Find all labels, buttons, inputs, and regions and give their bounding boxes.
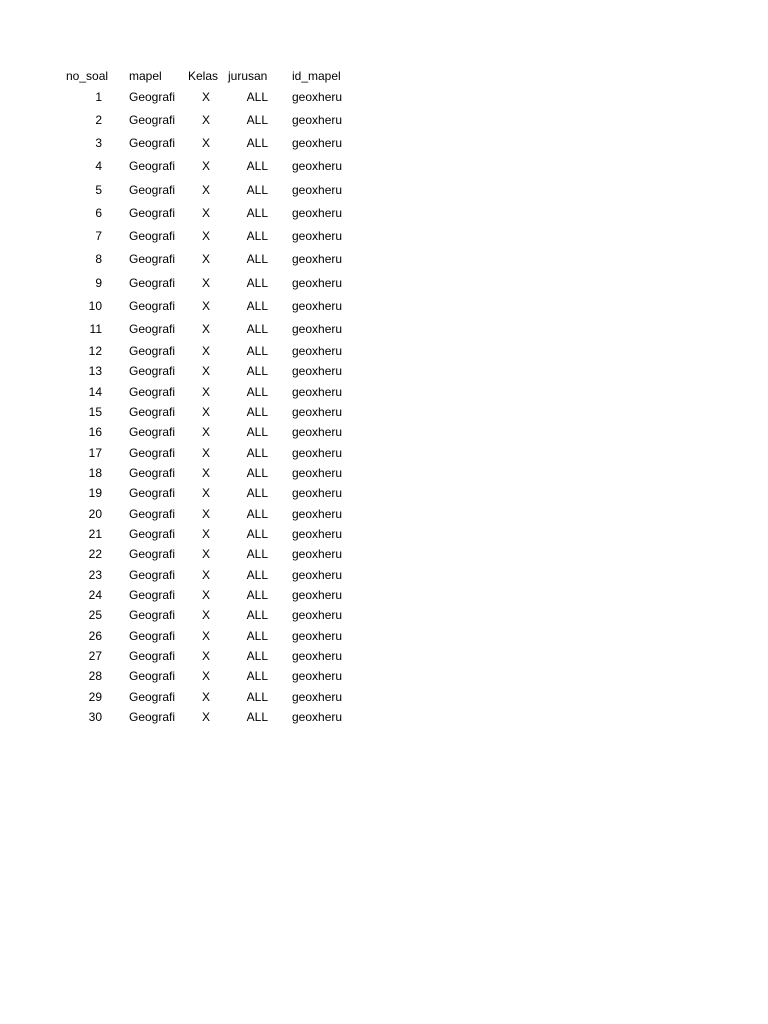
cell-kelas: X (201, 588, 210, 602)
cell-id-mapel: geoxheru (292, 344, 343, 358)
cell-jurusan: ALL (246, 446, 268, 460)
cell-no-soal: 20 (88, 507, 102, 521)
cell-mapel: Geografi (129, 690, 176, 704)
cell-id-mapel: geoxheru (292, 90, 343, 104)
cell-mapel: Geografi (129, 252, 176, 266)
cell-mapel: Geografi (129, 385, 176, 399)
cell-kelas: X (201, 547, 210, 561)
cell-mapel: Geografi (129, 547, 176, 561)
cell-mapel: Geografi (129, 568, 176, 582)
cell-no-soal: 24 (88, 588, 102, 602)
cell-mapel: Geografi (129, 710, 176, 724)
cell-kelas: X (201, 385, 210, 399)
cell-kelas: X (201, 629, 210, 643)
cell-kelas: X (201, 690, 210, 704)
cell-id-mapel: geoxheru (292, 113, 343, 127)
cell-id-mapel: geoxheru (292, 229, 343, 243)
cell-jurusan: ALL (246, 649, 268, 663)
cell-id-mapel: geoxheru (292, 322, 343, 336)
cell-mapel: Geografi (129, 344, 176, 358)
header-mapel: mapel (129, 69, 162, 83)
cell-kelas: X (201, 669, 210, 683)
cell-id-mapel: geoxheru (292, 690, 343, 704)
cell-id-mapel: geoxheru (292, 710, 343, 724)
cell-mapel: Geografi (129, 669, 176, 683)
cell-id-mapel: geoxheru (292, 466, 343, 480)
cell-jurusan: ALL (246, 507, 268, 521)
cell-mapel: Geografi (129, 183, 176, 197)
cell-mapel: Geografi (129, 486, 176, 500)
cell-jurusan: ALL (246, 276, 268, 290)
cell-jurusan: ALL (246, 710, 268, 724)
cell-jurusan: ALL (246, 364, 268, 378)
cell-kelas: X (201, 276, 210, 290)
cell-no-soal: 25 (88, 608, 102, 622)
cell-no-soal: 5 (95, 183, 102, 197)
cell-jurusan: ALL (246, 113, 268, 127)
cell-no-soal: 10 (88, 299, 102, 313)
cell-mapel: Geografi (129, 588, 176, 602)
cell-id-mapel: geoxheru (292, 425, 343, 439)
cell-no-soal: 14 (88, 385, 102, 399)
cell-mapel: Geografi (129, 322, 176, 336)
cell-no-soal: 28 (88, 669, 102, 683)
cell-no-soal: 8 (95, 252, 102, 266)
cell-kelas: X (201, 364, 210, 378)
cell-no-soal: 7 (95, 229, 102, 243)
header-jurusan: jurusan (228, 69, 268, 83)
header-no-soal: no_soal (66, 69, 109, 83)
cell-kelas: X (201, 425, 210, 439)
cell-no-soal: 15 (88, 405, 102, 419)
cell-no-soal: 2 (95, 113, 102, 127)
cell-jurusan: ALL (246, 90, 268, 104)
cell-no-soal: 30 (88, 710, 102, 724)
cell-id-mapel: geoxheru (292, 385, 343, 399)
cell-kelas: X (201, 136, 210, 150)
cell-jurusan: ALL (246, 527, 268, 541)
cell-jurusan: ALL (246, 252, 268, 266)
cell-no-soal: 21 (88, 527, 102, 541)
cell-kelas: X (201, 649, 210, 663)
cell-jurusan: ALL (246, 690, 268, 704)
cell-no-soal: 19 (88, 486, 102, 500)
cell-id-mapel: geoxheru (292, 588, 343, 602)
cell-mapel: Geografi (129, 206, 176, 220)
cell-mapel: Geografi (129, 507, 176, 521)
cell-no-soal: 18 (88, 466, 102, 480)
cell-no-soal: 1 (95, 90, 102, 104)
cell-jurusan: ALL (246, 136, 268, 150)
cell-mapel: Geografi (129, 649, 176, 663)
cell-kelas: X (201, 252, 210, 266)
cell-kelas: X (201, 466, 210, 480)
cell-kelas: X (201, 507, 210, 521)
cell-kelas: X (201, 183, 210, 197)
cell-id-mapel: geoxheru (292, 568, 343, 582)
cell-id-mapel: geoxheru (292, 183, 343, 197)
cell-no-soal: 22 (88, 547, 102, 561)
cell-id-mapel: geoxheru (292, 364, 343, 378)
cell-no-soal: 13 (88, 364, 102, 378)
cell-mapel: Geografi (129, 466, 176, 480)
cell-kelas: X (201, 344, 210, 358)
cell-jurusan: ALL (246, 588, 268, 602)
cell-no-soal: 12 (88, 344, 102, 358)
cell-mapel: Geografi (129, 364, 176, 378)
cell-kelas: X (201, 608, 210, 622)
cell-jurusan: ALL (246, 159, 268, 173)
cell-id-mapel: geoxheru (292, 629, 343, 643)
header-id-mapel: id_mapel (292, 69, 341, 83)
cell-jurusan: ALL (246, 405, 268, 419)
cell-jurusan: ALL (246, 183, 268, 197)
cell-jurusan: ALL (246, 547, 268, 561)
cell-mapel: Geografi (129, 608, 176, 622)
cell-no-soal: 6 (95, 206, 102, 220)
cell-kelas: X (201, 486, 210, 500)
cell-id-mapel: geoxheru (292, 446, 343, 460)
cell-no-soal: 26 (88, 629, 102, 643)
cell-mapel: Geografi (129, 405, 176, 419)
cell-jurusan: ALL (246, 629, 268, 643)
cell-kelas: X (201, 405, 210, 419)
cell-mapel: Geografi (129, 276, 176, 290)
cell-jurusan: ALL (246, 669, 268, 683)
cell-kelas: X (201, 568, 210, 582)
cell-mapel: Geografi (129, 90, 176, 104)
cell-mapel: Geografi (129, 299, 176, 313)
cell-id-mapel: geoxheru (292, 649, 343, 663)
cell-jurusan: ALL (246, 608, 268, 622)
cell-kelas: X (201, 206, 210, 220)
cell-mapel: Geografi (129, 113, 176, 127)
cell-id-mapel: geoxheru (292, 507, 343, 521)
cell-id-mapel: geoxheru (292, 159, 343, 173)
cell-id-mapel: geoxheru (292, 252, 343, 266)
cell-id-mapel: geoxheru (292, 527, 343, 541)
cell-jurusan: ALL (246, 568, 268, 582)
cell-id-mapel: geoxheru (292, 206, 343, 220)
cell-jurusan: ALL (246, 344, 268, 358)
cell-kelas: X (201, 299, 210, 313)
cell-jurusan: ALL (246, 385, 268, 399)
cell-jurusan: ALL (246, 206, 268, 220)
cell-no-soal: 17 (88, 446, 102, 460)
cell-mapel: Geografi (129, 527, 176, 541)
cell-kelas: X (201, 322, 210, 336)
cell-jurusan: ALL (246, 466, 268, 480)
cell-id-mapel: geoxheru (292, 547, 343, 561)
cell-id-mapel: geoxheru (292, 669, 343, 683)
cell-no-soal: 27 (88, 649, 102, 663)
cell-id-mapel: geoxheru (292, 405, 343, 419)
cell-no-soal: 9 (95, 276, 102, 290)
header-kelas: Kelas (188, 69, 219, 83)
cell-id-mapel: geoxheru (292, 276, 343, 290)
cell-kelas: X (201, 159, 210, 173)
cell-kelas: X (201, 90, 210, 104)
cell-mapel: Geografi (129, 446, 176, 460)
cell-jurusan: ALL (246, 229, 268, 243)
cell-id-mapel: geoxheru (292, 486, 343, 500)
cell-kelas: X (201, 229, 210, 243)
cell-no-soal: 4 (95, 159, 102, 173)
cell-kelas: X (201, 446, 210, 460)
cell-mapel: Geografi (129, 136, 176, 150)
cell-id-mapel: geoxheru (292, 136, 343, 150)
cell-mapel: Geografi (129, 229, 176, 243)
cell-no-soal: 16 (88, 425, 102, 439)
cell-jurusan: ALL (246, 486, 268, 500)
cell-no-soal: 3 (95, 136, 102, 150)
cell-no-soal: 29 (88, 690, 102, 704)
cell-kelas: X (201, 527, 210, 541)
cell-mapel: Geografi (129, 629, 176, 643)
cell-no-soal: 11 (89, 322, 102, 336)
cell-jurusan: ALL (246, 322, 268, 336)
cell-id-mapel: geoxheru (292, 608, 343, 622)
cell-mapel: Geografi (129, 425, 176, 439)
cell-no-soal: 23 (88, 568, 102, 582)
cell-jurusan: ALL (246, 425, 268, 439)
cell-kelas: X (201, 710, 210, 724)
cell-kelas: X (201, 113, 210, 127)
cell-mapel: Geografi (129, 159, 176, 173)
cell-id-mapel: geoxheru (292, 299, 343, 313)
cell-jurusan: ALL (246, 299, 268, 313)
